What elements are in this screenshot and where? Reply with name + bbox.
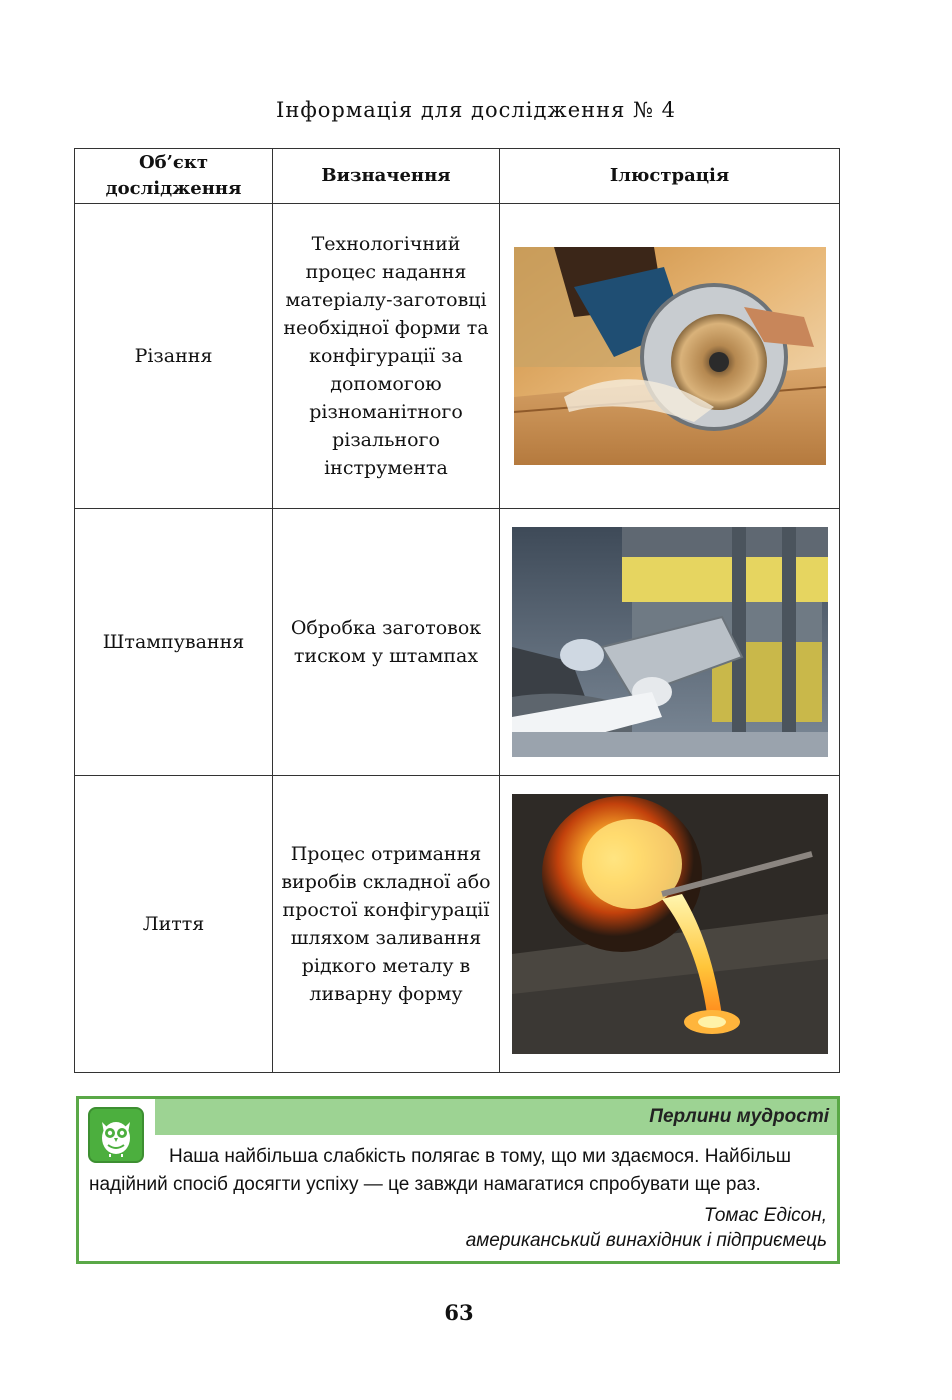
author-description: американський винахідник і підприємець: [465, 1230, 827, 1251]
stamping-press-photo: [512, 527, 828, 757]
row-definition: Обробка заготовок тиском у штампах: [273, 509, 500, 776]
row-definition: Технологічний процес надання матеріалу-заготовці необхідної форми та конфігурації за допомогою різноманітного різального інструмента: [273, 204, 500, 509]
circular-saw-photo: [514, 247, 826, 465]
table-row: [75, 509, 840, 776]
row-object: Штампування: [75, 509, 273, 776]
header-definition: Визначення: [273, 149, 500, 204]
wisdom-quote: Наша найбільша слабкість полягає в тому, що ми здаємося. Найбільш надійний спосіб досягти успіху — це завжди намагатися спробувати ще раз.: [89, 1146, 791, 1195]
row-illustration: [500, 776, 840, 1073]
row-illustration: [500, 204, 840, 509]
table-header-row: [75, 149, 840, 204]
table-row: [75, 204, 840, 509]
page-number: 63: [444, 1300, 474, 1325]
research-table: [74, 148, 840, 1073]
table-row: [75, 776, 840, 1073]
page-heading: Інформація для дослідження № 4: [276, 98, 676, 122]
metal-casting-photo: [512, 794, 828, 1054]
header-object: Об’єкт дослідження: [75, 149, 273, 204]
wisdom-title: Перлини мудрості: [649, 1106, 829, 1127]
wisdom-box: [76, 1096, 840, 1264]
row-illustration: [500, 509, 840, 776]
row-object: Лиття: [75, 776, 273, 1073]
wisdom-header-band: [155, 1099, 837, 1135]
author-name: Томас Едісон,: [703, 1205, 827, 1226]
row-object: Різання: [75, 204, 273, 509]
row-definition: Процес отримання виробів складної або простої конфігурації шляхом заливання рідкого металу в ливарну форму: [273, 776, 500, 1073]
header-illustration: Ілюстрація: [500, 149, 840, 204]
wisdom-author: [466, 1203, 827, 1253]
